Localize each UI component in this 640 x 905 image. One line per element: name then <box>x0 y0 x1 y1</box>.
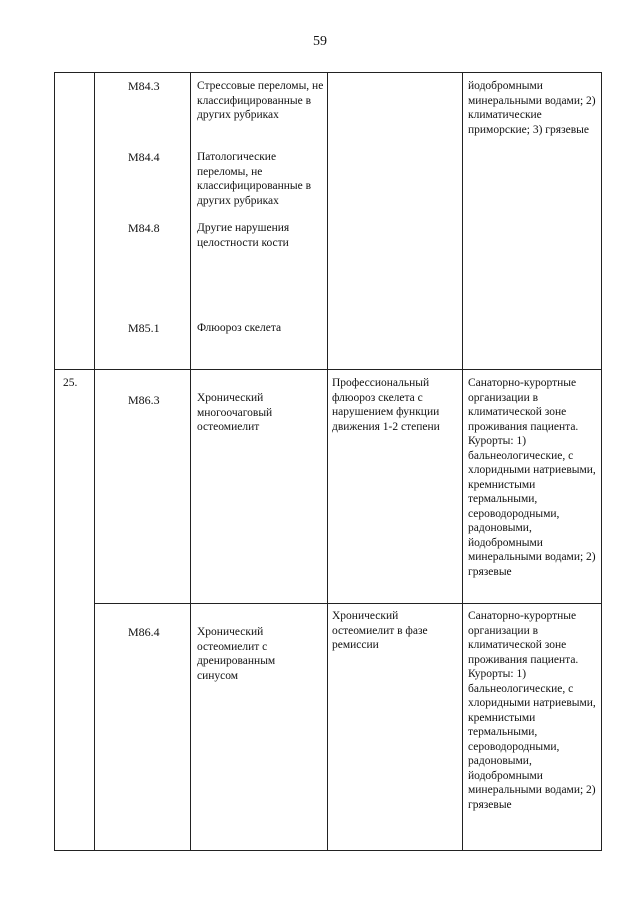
row-number: 25. <box>63 377 78 389</box>
diagnosis-code: M84.8 <box>128 221 160 235</box>
subrow-separator <box>94 603 602 604</box>
column-border <box>54 72 55 851</box>
column-border <box>462 72 463 851</box>
diagnosis-name: Другие нарушения целостности кости <box>197 222 290 249</box>
row-separator <box>54 369 602 370</box>
diagnosis-name: Стрессовые переломы, не классифицированные в других рубриках <box>197 80 324 121</box>
diagnosis-code: M84.3 <box>128 79 160 93</box>
diagnosis-code: M86.3 <box>128 393 160 407</box>
treatment-text: йодобромными минеральными водами; 2) климатические приморские; 3) грязевые <box>468 80 596 136</box>
diagnosis-name: Хронический многоочаговый остеомиелит <box>197 392 273 433</box>
page-number: 59 <box>313 34 327 49</box>
diagnosis-code: M86.4 <box>128 625 160 639</box>
diagnosis-code: M85.1 <box>128 321 160 335</box>
diagnosis-name: Патологические переломы, не классифицированные в других рубриках <box>197 151 312 207</box>
condition-text: Профессиональный флюороз скелета с нарушением функции движения 1-2 степени <box>332 377 440 433</box>
column-border <box>94 72 95 851</box>
column-border <box>327 72 328 851</box>
treatment-text: Санаторно-курортные организации в климатической зоне проживания пациента. Курорты: 1) бальнеологические, с хлоридными натриевыми, кремнистыми термальными, сероводородными, радоновыми, йодобромными минеральными водами; 2) грязевые <box>468 377 596 578</box>
column-border <box>601 72 602 851</box>
diagnosis-code: M84.4 <box>128 150 160 164</box>
table-top-border <box>54 72 602 73</box>
table-bottom-border <box>54 850 602 851</box>
treatment-text: Санаторно-курортные организации в климатической зоне проживания пациента. Курорты: 1) бальнеологические, с хлоридными натриевыми, кремнистыми термальными, сероводородными, радоновыми, йодобромными минеральными водами; 2) грязевые <box>468 610 596 811</box>
column-border <box>190 72 191 851</box>
condition-text: Хронический остеомиелит в фазе ремиссии <box>332 610 428 651</box>
diagnosis-name: Флюороз скелета <box>197 322 282 334</box>
diagnosis-name: Хронический остеомиелит с дренированным синусом <box>197 626 276 682</box>
